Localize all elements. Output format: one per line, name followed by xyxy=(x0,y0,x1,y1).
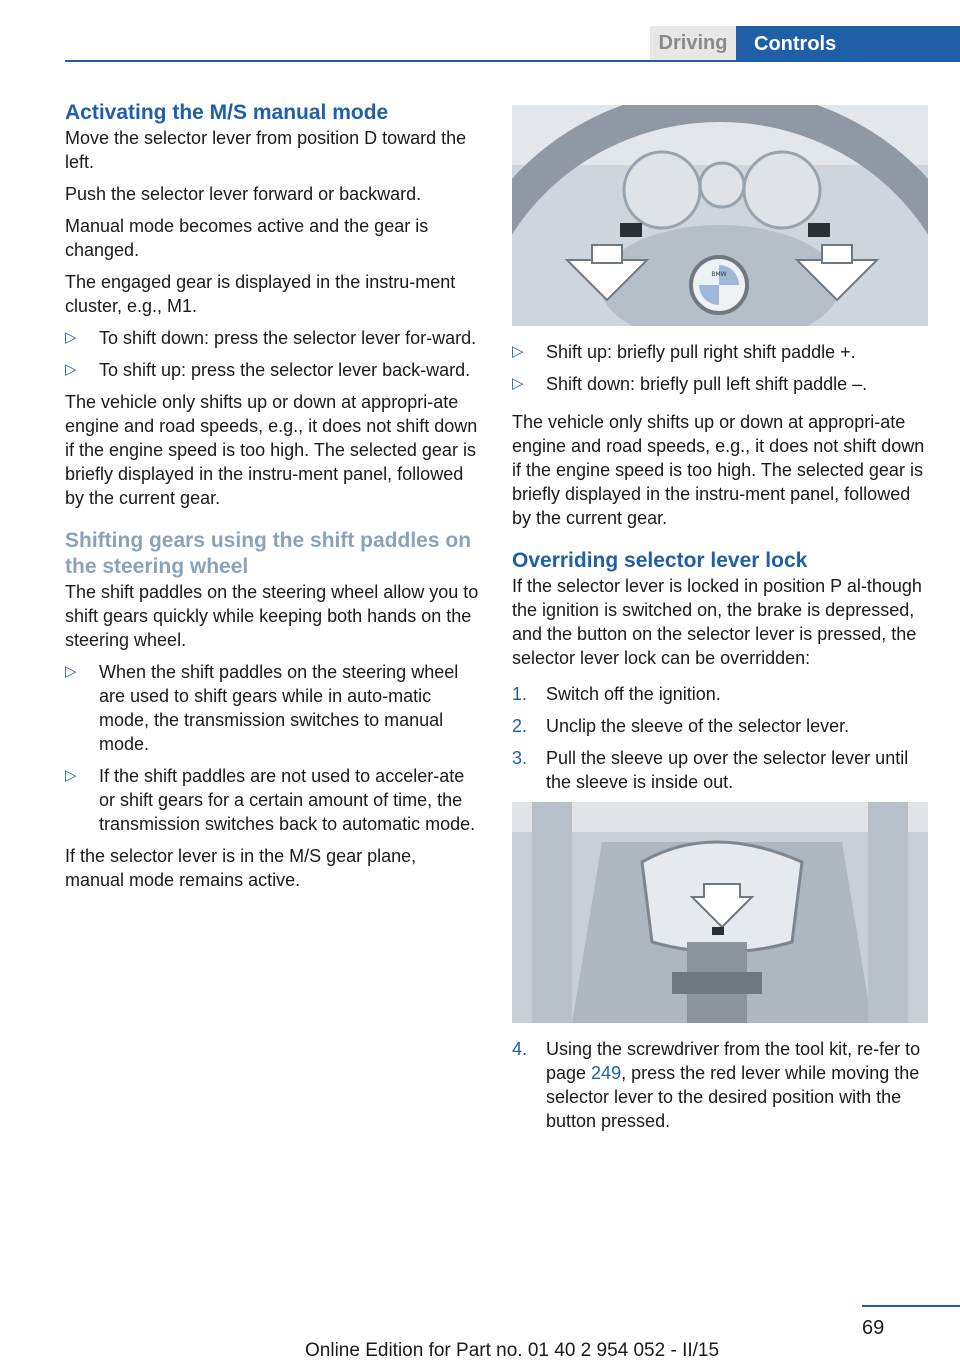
footer-rule xyxy=(862,1305,960,1307)
edition-footer: Online Edition for Part no. 01 40 2 954 052 - II/15 xyxy=(305,1340,720,1361)
list-item-text: To shift up: press the selector lever back‐ward. xyxy=(99,360,471,380)
triangle-bullet-icon: ▷ xyxy=(512,375,524,392)
paragraph: The vehicle only shifts up or down at appropri‐ate engine and road speeds, e.g., it does not shift down if the engine speed is too high. The selected gear is briefly displayed in the instru‐ment panel, followed by the current gear. xyxy=(512,412,925,528)
step-text: Unclip the sleeve of the selector lever. xyxy=(546,716,850,736)
page-header xyxy=(0,0,960,62)
list-item-text: Shift down: briefly pull left shift paddle –. xyxy=(546,374,868,394)
step-text-after: , press the red lever while moving the selector lever to the desired position with the button pressed. xyxy=(546,1063,920,1131)
list-item xyxy=(512,1037,928,1133)
step-number: 1. xyxy=(512,684,528,704)
list-item xyxy=(65,764,480,836)
list-item xyxy=(65,326,480,350)
paragraph: Manual mode becomes active and the gear is changed. xyxy=(65,216,429,260)
paragraph: If the selector lever is locked in position P al‐though the ignition is switched on, the brake is depressed, and the button on the selector lever is pressed, the selector lever lock can be overridden: xyxy=(512,576,922,668)
step-text: Switch off the ignition. xyxy=(546,684,721,704)
header-section-tab: Driving xyxy=(650,26,736,60)
triangle-bullet-icon: ▷ xyxy=(65,361,77,378)
numbered-list xyxy=(512,682,928,794)
page-link[interactable]: 249 xyxy=(591,1063,622,1083)
paragraph: The engaged gear is displayed in the instru‐ment cluster, e.g., M1. xyxy=(65,272,456,316)
list-item xyxy=(512,340,928,364)
triangle-bullet-icon: ▷ xyxy=(65,663,77,680)
triangle-bullet-icon: ▷ xyxy=(65,767,77,784)
bullet-list xyxy=(65,660,480,836)
svg-text:BMW: BMW xyxy=(711,271,727,278)
list-item-text: When the shift paddles on the steering wheel are used to shift gears while in auto‐matic mode, the transmission switches to manual mode. xyxy=(99,662,459,754)
step-text xyxy=(546,1037,928,1133)
left-column xyxy=(65,100,480,900)
list-item-text: Shift up: briefly pull right shift paddle +. xyxy=(546,342,856,362)
list-item xyxy=(65,358,480,382)
heading-override-lock: Overriding selector lever lock xyxy=(512,549,808,572)
triangle-bullet-icon: ▷ xyxy=(512,343,524,360)
paragraph: The vehicle only shifts up or down at appropri‐ate engine and road speeds, e.g., it does not shift down if the engine speed is too high. The selected gear is briefly displayed in the instru‐ment panel, followed by the current gear. xyxy=(65,392,478,508)
list-item xyxy=(512,714,928,738)
numbered-list xyxy=(512,1037,928,1133)
page-number: 69 xyxy=(862,1317,885,1339)
step-number: 3. xyxy=(512,748,528,768)
list-item-text: If the shift paddles are not used to acceler‐ate or shift gears for a certain amount of time, the transmission switches back to automatic mode. xyxy=(99,766,476,834)
steering-wheel-paddles-image xyxy=(512,105,928,326)
paragraph: If the selector lever is in the M/S gear plane, manual mode remains active. xyxy=(65,846,417,890)
header-chapter-tab: Controls xyxy=(736,26,960,62)
triangle-bullet-icon: ▷ xyxy=(65,329,77,346)
step-text: Pull the sleeve up over the selector lever until the sleeve is inside out. xyxy=(546,748,909,792)
list-item xyxy=(65,660,480,756)
list-item xyxy=(512,682,928,706)
paragraph: Move the selector lever from position D toward the left. xyxy=(65,128,467,172)
paragraph: The shift paddles on the steering wheel allow you to shift gears quickly while keeping both hands on the steering wheel. xyxy=(65,582,479,650)
step-number: 4. xyxy=(512,1039,528,1059)
bullet-list xyxy=(512,340,928,396)
step-number: 2. xyxy=(512,716,528,736)
heading-manual-mode: Activating the M/S manual mode xyxy=(65,101,389,124)
right-column xyxy=(512,105,928,1141)
list-item xyxy=(512,372,928,396)
bullet-list xyxy=(65,326,480,382)
list-item-text: To shift down: press the selector lever for‐ward. xyxy=(99,328,477,348)
heading-shift-paddles: Shifting gears using the shift paddles on the steering wheel xyxy=(65,529,472,578)
paragraph: Push the selector lever forward or backward. xyxy=(65,184,422,204)
step-text-before: Using the screwdriver from the tool kit, re‐fer to page xyxy=(546,1039,921,1083)
selector-lever-sleeve-image xyxy=(512,802,928,1023)
list-item xyxy=(512,746,928,794)
